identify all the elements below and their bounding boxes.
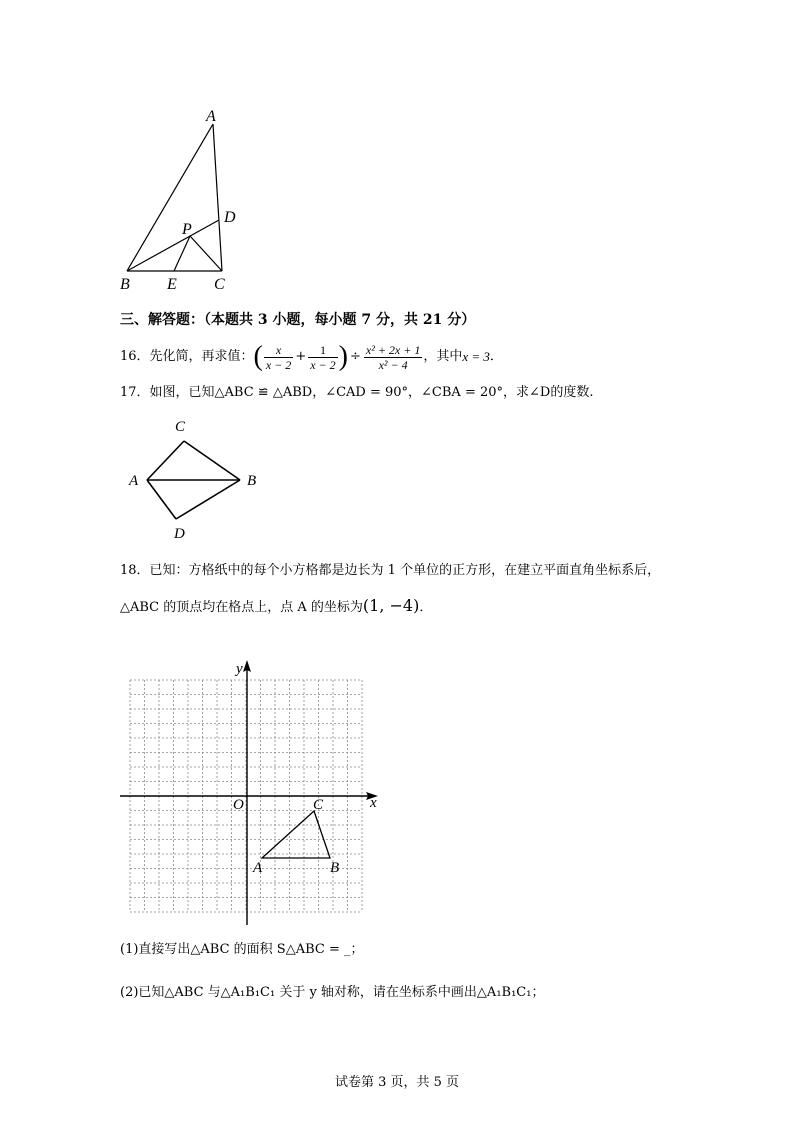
page-footer: 试卷第 3 页，共 5 页 [334, 1075, 460, 1090]
label-c: C [214, 276, 225, 293]
left-paren-icon: ( [253, 341, 263, 372]
label-a: A [129, 473, 139, 489]
section-title: 三、解答题：（本题共 3 小题，每小题 7 分，共 21 分） [120, 312, 476, 328]
q16-condition: x = 3 [462, 349, 490, 364]
q18-line2-text: △ABC 的顶点均在格点上，点 A 的坐标为 [120, 600, 363, 615]
label-p: P [182, 221, 192, 238]
label-e: E [167, 276, 177, 293]
label-c: C [175, 419, 186, 435]
label-b: B [120, 276, 130, 293]
q16-suffix-end: ． [489, 349, 503, 364]
label-d: D [174, 526, 185, 542]
q16-prefix: 16．先化简，再求值： [120, 349, 254, 364]
q16-suffix-pre: ，其中 [423, 349, 463, 364]
question-18-part-2: (2)已知△ABC 与△A₁B₁C₁ 关于 y 轴对称，请在坐标系中画出△A₁B₁C₁； [120, 985, 545, 1000]
q18-coordinate: (1, −4) [362, 596, 420, 615]
q16-frac2-numerator: 1 [308, 343, 337, 358]
q18-line2-end: ． [419, 600, 433, 615]
question-17: 17．如图，已知△ABC ≌ △ABD，∠CAD = 90°，∠CBA = 20°，求∠D的度数. [120, 385, 594, 400]
q16-plus: + [295, 349, 307, 364]
label-origin: O [233, 797, 244, 813]
label-y: y [236, 661, 243, 677]
q16-frac1-numerator: x [264, 343, 293, 358]
q16-frac3-numerator: x² + 2x + 1 [365, 342, 421, 357]
label-a: A [206, 108, 216, 125]
label-b: B [247, 473, 257, 489]
q16-frac1-denominator: x − 2 [265, 357, 292, 372]
label-b: B [330, 860, 340, 876]
q16-frac2-denominator: x − 2 [310, 357, 336, 372]
q16-div: ÷ [349, 349, 361, 364]
q16-frac3-denominator: x² − 4 [378, 357, 408, 372]
label-c: C [313, 797, 324, 813]
label-x: x [370, 795, 377, 811]
question-18-part-1: (1)直接写出△ABC 的面积 S△ABC = _； [120, 942, 364, 957]
triangle-abc [262, 811, 330, 858]
label-d: D [224, 209, 236, 226]
label-a: A [253, 860, 263, 876]
right-paren-icon: ) [338, 341, 348, 372]
question-18-line-1: 18．已知：方格纸中的每个小方格都是边长为 1 个单位的正方形，在建立平面直角坐标系后， [120, 563, 661, 578]
